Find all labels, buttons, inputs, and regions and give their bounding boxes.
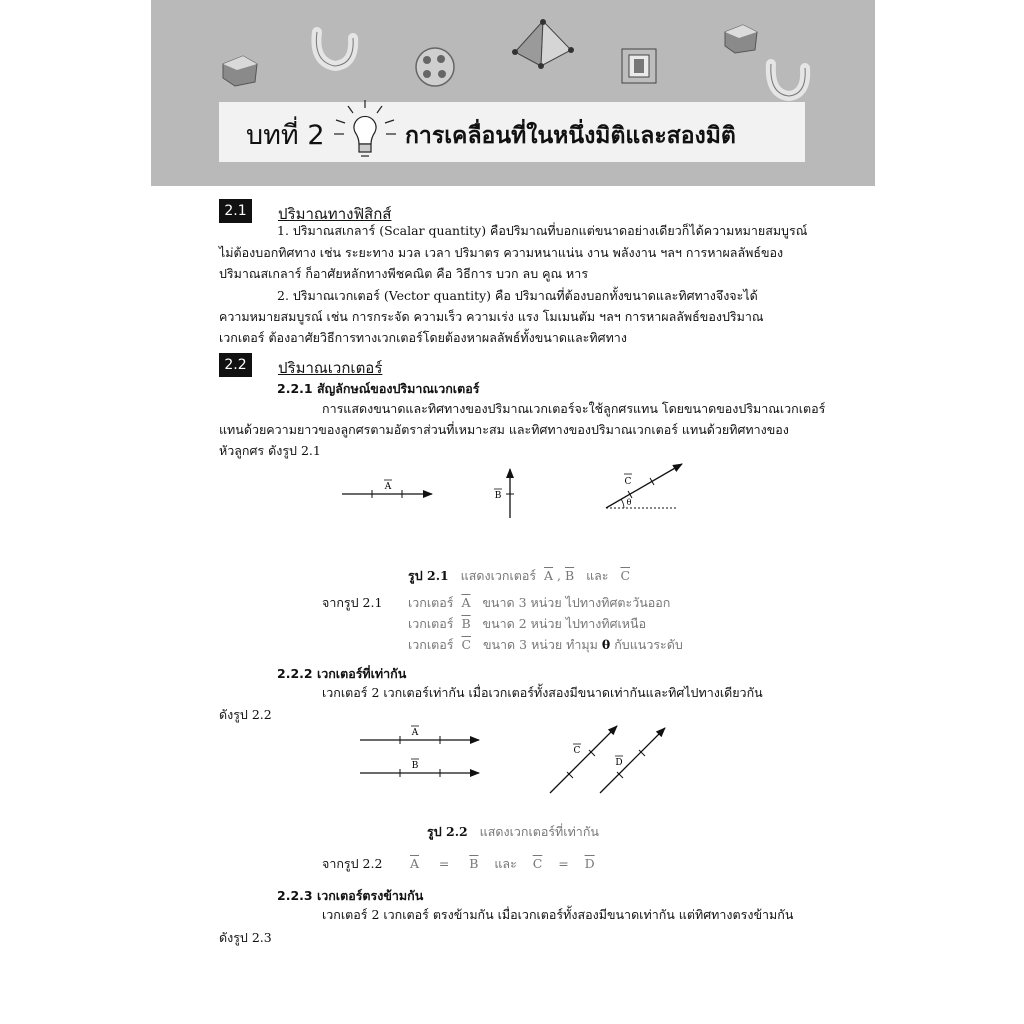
eq-vec-d: $\overline{D}$ (584, 856, 595, 871)
s21-line-4: 2. ปริมาณเวกเตอร์ (Vector quantity) คือ ปริมาณที่ต้องบอกทั้งขนาดและทิศทางจึงจะได้ (277, 288, 758, 303)
section-title-2-1: ปริมาณทางฟิสิกส์ (278, 205, 392, 223)
chapter-title: การเคลื่อนที่ในหนึ่งมิติและสองมิติ (405, 123, 736, 149)
caption-vec-c: $\overline{C}$ (620, 568, 631, 583)
desc-text-a: ขนาด 3 หน่วย ไปทางทิศตะวันออก (482, 595, 671, 610)
figure-2-2-caption-text: แสดงเวกเตอร์ที่เท่ากัน (479, 824, 599, 839)
section-number-2-2: 2.2 (219, 353, 252, 377)
subsection-title-2-2-1: 2.2.1 สัญลักษณ์ของปริมาณเวกเตอร์ (277, 381, 480, 396)
s221-line-1: การแสดงขนาดและทิศทางของปริมาณเวกเตอร์จะใช้ลูกศรแทน โดยขนาดของปริมาณเวกเตอร์ (322, 401, 826, 416)
figure-2-1-label: รูป 2.1 (408, 568, 449, 583)
desc-row-c (408, 635, 683, 655)
s21-line-1: 1. ปริมาณสเกลาร์ (Scalar quantity) คือปริมาณที่บอกแต่ขนาดอย่างเดียวก็ได้ความหมายสมบูรณ์ (277, 223, 808, 238)
figure-2-1-caption-text: แสดงเวกเตอร์ (460, 568, 537, 583)
s222-line-2: ดังรูป 2.2 (219, 707, 272, 722)
vector-a-label: A (384, 482, 392, 492)
cube-decoration-2 (721, 22, 761, 56)
eq-vec-a: $\overline{A}$ (410, 856, 420, 871)
section-number-2-1: 2.1 (219, 199, 252, 223)
chapter-label: บทที่ 2 (246, 120, 325, 151)
desc-vec-c: $\overline{C}$ (461, 637, 472, 652)
figure-2-2-caption (427, 822, 599, 842)
s21-line-6: เวกเตอร์ ต้องอาศัยวิธีการทางเวกเตอร์โดยต้องหาผลลัพธ์ทั้งขนาดและทิศทาง (219, 330, 627, 345)
frame-decoration (619, 46, 659, 86)
desc-vec-b: $\overline{B}$ (461, 616, 471, 631)
vector-c-label: C (624, 477, 632, 487)
eq-vec-c: $\overline{C}$ (532, 856, 543, 871)
s222-line-1: เวกเตอร์ 2 เวกเตอร์เท่ากัน เมื่อเวกเตอร์ทั้งสองมีขนาดเท่ากันและทิศไปทางเดียวกัน (322, 685, 763, 700)
s223-line-1: เวกเตอร์ 2 เวกเตอร์ ตรงข้ามกัน เมื่อเวกเตอร์ทั้งสองมีขนาดเท่ากัน แต่ทิศทางตรงข้ามกัน (322, 907, 794, 922)
from-figure-2-2-label: จากรูป 2.2 (322, 856, 383, 871)
from-figure-2-1-label: จากรูป 2.1 (322, 595, 383, 610)
desc-vec-a: $\overline{A}$ (461, 595, 471, 610)
pyramid-decoration (511, 18, 575, 70)
equality-row (410, 854, 595, 874)
figure-2-2 (355, 720, 675, 800)
eq-sign-2: = (558, 856, 569, 871)
desc-text-c: ขนาด 3 หน่วย ทำมุม (482, 637, 598, 652)
s21-line-3: ปริมาณสเกลาร์ ก็อาศัยหลักทางพีชคณิต คือ วิธีการ บวก ลบ คูณ หาร (219, 266, 589, 281)
eq-sign-1: = (438, 856, 450, 871)
desc-tail-c: กับแนวระดับ (614, 637, 683, 652)
desc-row-a (408, 593, 670, 613)
light-bulb-icon (330, 98, 400, 162)
desc-theta: θ (601, 637, 611, 652)
fig22-vec-a: A (411, 728, 419, 738)
vector-d-arrow (600, 728, 665, 793)
figure-2-1 (330, 456, 700, 526)
s221-line-2: แทนด้วยความยาวของลูกศรตามอัตราส่วนที่เหมาะสม และทิศทางของปริมาณเวกเตอร์ แทนด้วยทิศทางของ (219, 422, 789, 437)
subsection-title-2-2-3: 2.2.3 เวกเตอร์ตรงข้ามกัน (277, 888, 424, 903)
vector-b-label: B (494, 491, 502, 501)
vector-c-arrow (606, 464, 682, 508)
fig22-vec-d: D (615, 758, 623, 768)
figure-2-2-label: รูป 2.2 (427, 824, 468, 839)
figure-2-1-caption: รูป 2.1 แสดงเวกเตอร์ $\overline{A}$ , $\overline{B}$ และ $\overline{C}$ (408, 568, 631, 583)
subsection-title-2-2-2: 2.2.2 เวกเตอร์ที่เท่ากัน (277, 666, 407, 681)
s221-line-3: หัวลูกศร ดังรูป 2.1 (219, 443, 321, 458)
caption-vec-a: $\overline{A}$ (544, 568, 554, 583)
vector-c-arrow (550, 726, 617, 793)
s21-line-5: ความหมายสมบูรณ์ เช่น การกระจัด ความเร็ว ความเร่ง แรง โมเมนตัม ฯลฯ การหาผลลัพธ์ของปริมาณ (219, 309, 764, 324)
cube-decoration (219, 52, 261, 88)
magnet-decoration-2 (763, 56, 813, 104)
section-title-2-2: ปริมาณเวกเตอร์ (278, 359, 383, 377)
desc-text-b: ขนาด 2 หน่วย ไปทางทิศเหนือ (482, 616, 647, 631)
fig22-vec-c: C (573, 746, 581, 756)
desc-word: เวกเตอร์ (408, 616, 454, 631)
desc-word: เวกเตอร์ (408, 595, 454, 610)
magnet-decoration (309, 24, 359, 74)
s21-line-2: ไม่ต้องบอกทิศทาง เช่น ระยะทาง มวล เวลา ปริมาตร ความหนาแน่น งาน พลังงาน ฯลฯ การหาผลลัพธ์ของ (219, 245, 784, 260)
caption-vec-b: $\overline{B}$ (564, 568, 575, 583)
eq-and: และ (494, 856, 517, 871)
theta-label: θ (626, 498, 632, 507)
wheel-decoration (413, 45, 457, 89)
desc-word: เวกเตอร์ (408, 637, 454, 652)
caption-and: และ (586, 568, 609, 583)
fig22-vec-b: B (411, 761, 419, 771)
desc-row-b (408, 614, 646, 634)
s223-line-2: ดังรูป 2.3 (219, 930, 272, 945)
eq-vec-b: $\overline{B}$ (469, 856, 479, 871)
